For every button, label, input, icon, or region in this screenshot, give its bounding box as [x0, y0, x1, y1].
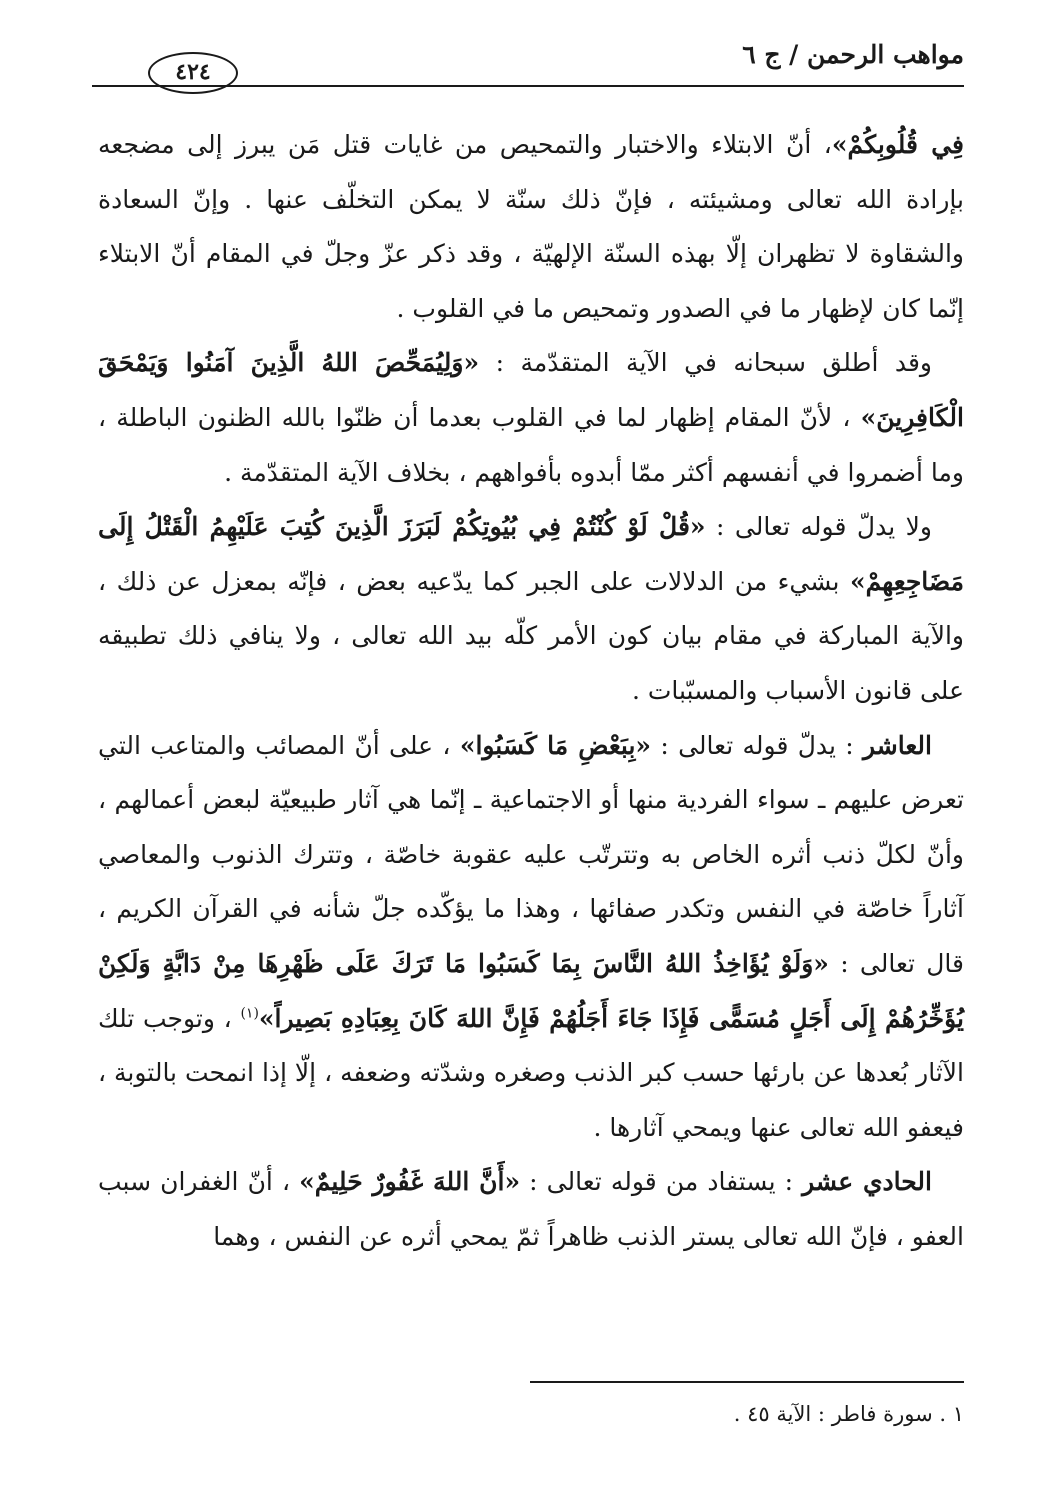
footnote: ١ . سورة فاطر : الآية ٤٥ . — [733, 1402, 964, 1426]
header-rule — [92, 85, 964, 87]
paragraph — [98, 1155, 964, 1264]
text-run: ، أنّ الابتلاء والاختبار والتمحيص من غايات قتل مَن يبرز إلى مضجعه بإرادة الله تعالى ومشيئته ، فإنّ ذلك سنّة لا يمكن التخلّف عنها . وإنّ السعادة والشقاوة لا تظهران إلّا بهذه السنّة الإلهيّة ، وقد ذكر عزّ وجلّ في المقام أنّ الابتلاء إنّما كان لإظهار ما في الصدور وتمحيص ما في القلوب . — [98, 130, 964, 323]
quran-verse: «أَنَّ اللهَ غَفُورٌ حَلِيمٌ» — [299, 1167, 521, 1197]
paragraph — [98, 500, 964, 718]
quran-verse: «بِبَعْضِ مَا كَسَبُوا» — [459, 730, 652, 760]
paragraph — [98, 719, 964, 1156]
page-number-badge: ٤٢٤ — [148, 52, 238, 94]
quran-verse: «وَلَوْ يُؤَاخِذُ اللهُ النَّاسَ بِمَا كَسَبُوا مَا تَرَكَ عَلَى ظَهْرِهَا مِنْ دَابَّةٍ وَلَكِنْ يُؤَخِّرُهُمْ إِلَى أَجَلٍ مُسَمًّى فَإِذَا جَاءَ أَجَلُهُمْ فَإِنَّ اللهَ كَانَ بِعِبَادِهِ بَصِيراً» — [98, 948, 964, 1033]
text-run: : يستفاد من قوله تعالى : — [520, 1167, 803, 1197]
footnote-ref: (١) — [240, 1005, 259, 1022]
quran-verse: فِي قُلُوبِكُمْ» — [831, 130, 964, 159]
text-run: ولا يدلّ قوله تعالى : — [705, 512, 932, 542]
quran-verse: «قُلْ لَوْ كُنْتُمْ فِي بُيُوتِكُمْ لَبَرَزَ الَّذِينَ كُتِبَ عَلَيْهِمُ الْقَتْلُ إِلَى مَضَاجِعِهِمْ» — [98, 512, 964, 596]
text-run: ، لأنّ المقام إظهار لما في القلوب بعدما أن ظنّوا بالله الظنون الباطلة ، وما أضمروا في أنفسهم أكثر ممّا أبدوه بأفواههم ، بخلاف الآية المتقدّمة . — [98, 402, 964, 487]
text-run: : يدلّ قوله تعالى : — [651, 730, 864, 760]
text-run: ، وتوجب تلك الآثار بُعدها عن بارئها حسب كبر الذنب وصغره وشدّته وضعفه ، إلّا إذا انمحت بالتوبة ، فيعفو الله تعالى عنها ويمحي آثارها . — [97, 1003, 964, 1142]
text-run: ، أنّ الغفران سبب العفو ، فإنّ الله تعالى يستر الذنب ظاهراً ثمّ يمحي أثره عن النفس ، وهما — [98, 1167, 964, 1251]
section-heading: العاشر — [863, 730, 932, 760]
text-run: ، على أنّ المصائب والمتاعب التي تعرض عليهم ـ سواء الفردية منها أو الاجتماعية ـ إنّما هي آثار طبيعيّة لبعض أعمالهم ، وأنّ لكلّ ذنب أثره الخاص به وتترتّب عليه عقوبة خاصّة ، وتترك الذنوب والمعاصي آثاراً خاصّة في النفس وتكدر صفائها ، وهذا ما يؤكّده جلّ شأنه في القرآن الكريم ، قال تعالى : — [98, 730, 964, 978]
text-run: وقد أطلق سبحانه في الآية المتقدّمة : — [479, 348, 932, 378]
text-run: بشيء من الدلالات على الجبر كما يدّعيه بعض ، فإنّه بمعزل عن ذلك ، والآية المباركة في مقام بيان كون الأمر كلّه بيد الله تعالى ، ولا ينافي ذلك تطبيقه على قانون الأسباب والمسبّبات . — [98, 566, 964, 705]
paragraph — [98, 118, 964, 336]
section-heading: الحادي عشر — [802, 1167, 932, 1197]
body-text — [98, 118, 964, 1264]
quran-verse: «وَلِيُمَحِّصَ اللهُ الَّذِينَ آمَنُوا وَيَمْحَقَ الْكَافِرِينَ» — [98, 348, 964, 432]
page-header — [92, 30, 964, 90]
footnote-rule — [530, 1381, 964, 1383]
running-title: مواهب الرحمن / ج ٦ — [742, 40, 964, 69]
paragraph — [98, 336, 964, 500]
